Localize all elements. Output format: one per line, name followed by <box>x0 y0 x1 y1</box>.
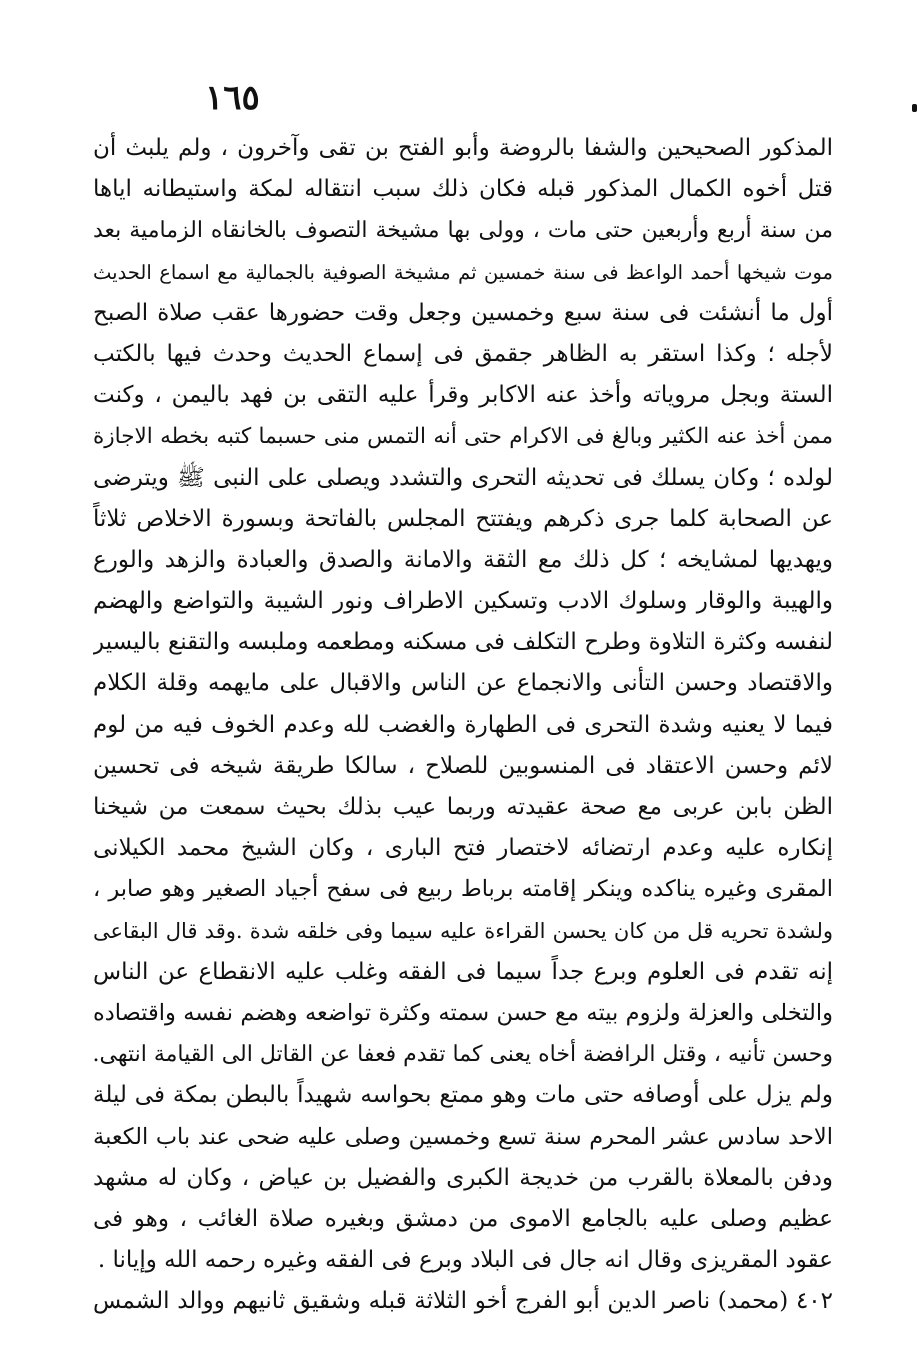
text-line: والهيبة والوقار وسلوك الادب وتسكين الاطراف ونور الشيبة والتواضع والهضم <box>93 588 833 615</box>
text-line: ودفن بالمعلاة بالقرب من خديجة الكبرى والفضيل بن عياض ، وكان له مشهد <box>93 1164 833 1191</box>
text-line: والاقتصاد وحسن التأنى والانجماع عن الناس والاقبال على مايهمه وقلة الكلام <box>93 670 833 697</box>
text-line: إنه تقدم فى العلوم وبرع جداً سيما فى الفقه وغلب عليه الانقطاع عن الناس <box>93 958 833 985</box>
text-line: إنكاره عليه وعدم ارتضائه لاختصار فتح البارى ، وكان الشيخ محمد الكيلانى <box>93 835 833 862</box>
text-line: المذكور الصحيحين والشفا بالروضة وأبو الفتح بن تقى وآخرون ، ولم يلبث أن <box>93 135 833 161</box>
text-line: عقود المقريزى وقال انه جال فى البلاد وبرع فى الفقه وغيره رحمه الله وإيانا . <box>97 1247 833 1274</box>
text-line: الستة وبجل مروياته وأخذ عنه الاكابر وقرأ عليه التقى بن فهد باليمن ، وكنت <box>93 382 833 409</box>
page-number: ١٦٥ <box>205 78 260 118</box>
text-line: ممن أخذ عنه الكثير وبالغ فى الاكرام حتى أنه التمس منى حسبما كتبه بخطه الاجازة <box>93 424 833 450</box>
text-line: لأجله ؛ وكذا استقر به الظاهر جقمق فى إسماع الحديث وحدث فيها بالكتب <box>93 340 833 367</box>
text-line: عظيم وصلى عليه بالجامع الاموى من دمشق وبغيره صلاة الغائب ، وهو فى <box>93 1205 833 1232</box>
text-line: وحسن تأنيه ، وقتل الرافضة أخاه يعنى كما تقدم فعفا عن القاتل الى القيامة انتهى. <box>93 1042 833 1068</box>
text-line: الاحد سادس عشر المحرم سنة تسع وخمسين وصلى عليه ضحى عند باب الكعبة <box>93 1123 833 1150</box>
text-line: والتخلى والعزلة ولزوم بيته مع حسن سمته وكثرة تواضعه وهضم نفسه واقتصاده <box>93 999 833 1026</box>
margin-ink-mark <box>912 104 917 112</box>
text-line: المقرى وغيره يناكده وينكر إقامته برباط ربيع فى سفح أجياد الصغير وهو صابر ، <box>93 876 833 903</box>
text-line: ويهديها لمشايخه ؛ كل ذلك مع الثقة والامانة والصدق والعبادة والزهد والورع <box>93 546 833 573</box>
entry-heading-line: ٤٠٢ (محمد) ناصر الدين أبو الفرج أخو الثلاثة قبله وشقيق ثانيهم ووالد الشمس <box>93 1288 833 1315</box>
text-line: ولشدة تحريه قل من كان يحسن القراءة عليه سيما وفى خلقه شدة .وقد قال البقاعى <box>93 918 833 943</box>
text-line: لولده ؛ وكان يسلك فى تحديثه التحرى والتشدد ويصلى على النبى ﷺ ويترضى <box>93 464 833 491</box>
text-line: عن الصحابة كلما جرى ذكرهم ويفتتح المجلس بالفاتحة وبسورة الاخلاص ثلاثاً <box>93 505 833 532</box>
text-line: الظن بابن عربى مع صحة عقيدته وربما عيب بذلك بحيث سمعت من شيخنا <box>93 794 833 820</box>
text-line: قتل أخوه الكمال المذكور قبله فكان ذلك سبب انتقاله لمكة واستيطانه اياها <box>93 176 833 203</box>
body-text <box>93 128 833 1322</box>
text-line: فيما لا يعنيه وشدة التحرى فى الطهارة والغضب لله وعدم الخوف فيه من لوم <box>93 711 833 738</box>
text-line: موت شيخها أحمد الواعظ فى سنة خمسين ثم مشيخة الصوفية بالجمالية مع اسماع الحديث <box>93 260 833 284</box>
text-line: لنفسه وكثرة التلاوة وطرح التكلف فى مسكنه ومطعمه وملبسه والتقنع باليسير <box>93 629 833 656</box>
text-line: من سنة أربع وأربعين حتى مات ، وولى بها مشيخة التصوف بالخانقاه الزمامية بعد <box>93 218 833 244</box>
text-line: ولم يزل على أوصافه حتى مات وهو ممتع بحواسه شهيداً بالبطن بمكة فى ليلة <box>93 1082 833 1109</box>
text-line: لائم وحسن الاعتقاد فى المنسوبين للصلاح ، سالكا طريقة شيخه فى تحسين <box>93 752 833 779</box>
text-line: أول ما أنشئت فى سنة سبع وخمسين وجعل وقت حضورها عقب صلاة الصبح <box>93 299 833 326</box>
